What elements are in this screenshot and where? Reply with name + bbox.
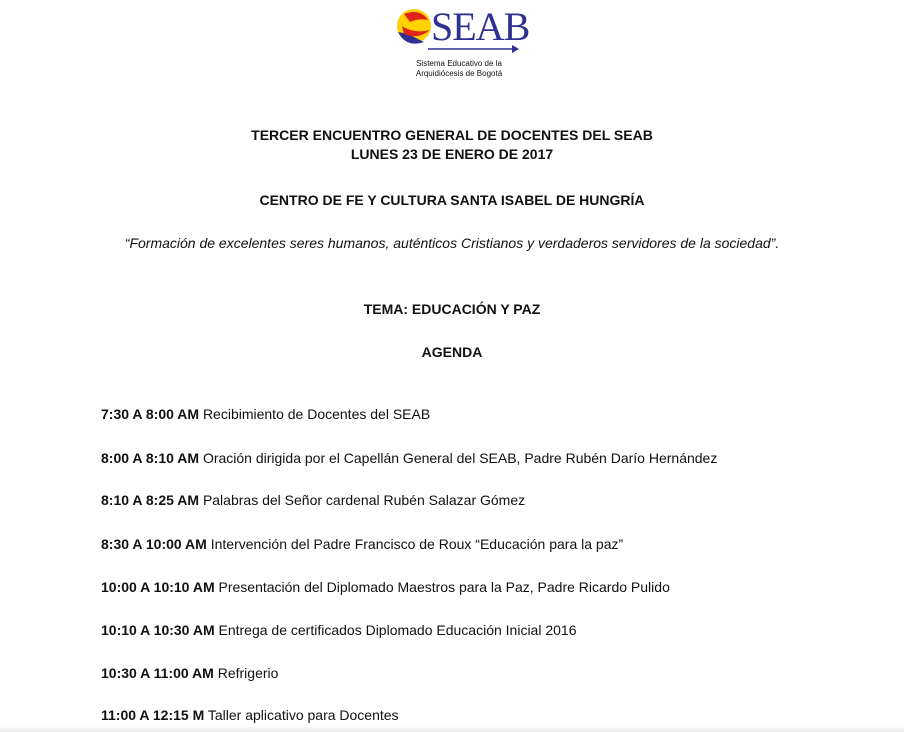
- agenda-activity: Palabras del Señor cardenal Rubén Salazar Gómez: [202, 492, 526, 508]
- agenda-activity: Entrega de certificados Diplomado Educación Inicial 2016: [218, 622, 577, 638]
- agenda-activity: Intervención del Padre Francisco de Roux “Educación para la paz”: [210, 536, 624, 552]
- agenda-item: [101, 449, 717, 467]
- agenda-activity: Taller aplicativo para Docentes: [207, 707, 399, 723]
- agenda-time: 10:30 A 11:00 AM: [101, 665, 214, 681]
- agenda-time: 7:30 A 8:00 AM: [101, 406, 200, 422]
- agenda-activity: Recibimiento de Docentes del SEAB: [202, 406, 431, 422]
- logo-subtitle: [394, 59, 524, 79]
- seab-logo: [394, 4, 530, 84]
- agenda-activity: Refrigerio: [217, 665, 279, 681]
- theme-heading: TEMA: EDUCACIÓN Y PAZ: [363, 301, 541, 317]
- agenda-item: [101, 706, 399, 724]
- page-bottom-shadow: [0, 726, 904, 732]
- agenda-time: 8:30 A 10:00 AM: [101, 536, 207, 552]
- logo-subtitle-line-1: Sistema Educativo de la: [416, 59, 502, 68]
- agenda-item: [101, 578, 670, 596]
- agenda-time: 10:00 A 10:10 AM: [101, 579, 215, 595]
- agenda-item: [101, 621, 577, 639]
- agenda-time: 8:00 A 8:10 AM: [101, 450, 200, 466]
- agenda-activity: Oración dirigida por el Capellán General del SEAB, Padre Rubén Darío Hernández: [202, 450, 718, 466]
- agenda-item: [101, 664, 278, 682]
- agenda-item: [101, 491, 525, 509]
- agenda-time: 8:10 A 8:25 AM: [101, 492, 200, 508]
- agenda-heading: AGENDA: [421, 344, 483, 360]
- motto: “Formación de excelentes seres humanos, auténticos Cristianos y verdaderos servidores de la sociedad”.: [124, 235, 780, 251]
- agenda-time: 10:10 A 10:30 AM: [101, 622, 215, 638]
- seab-wordmark: SEAB: [431, 4, 530, 49]
- agenda-item: [101, 535, 623, 553]
- agenda-item: [101, 405, 430, 423]
- agenda-time: 11:00 A 12:15 M: [101, 707, 205, 723]
- event-title: TERCER ENCUENTRO GENERAL DE DOCENTES DEL SEAB: [251, 127, 653, 143]
- logo-subtitle-line-2: Arquidiócesis de Bogotá: [415, 69, 503, 78]
- event-date: LUNES 23 DE ENERO DE 2017: [350, 146, 554, 162]
- agenda-activity: Presentación del Diplomado Maestros para la Paz, Padre Ricardo Pulido: [218, 579, 670, 595]
- event-venue: CENTRO DE FE Y CULTURA SANTA ISABEL DE HUNGRÍA: [259, 192, 645, 208]
